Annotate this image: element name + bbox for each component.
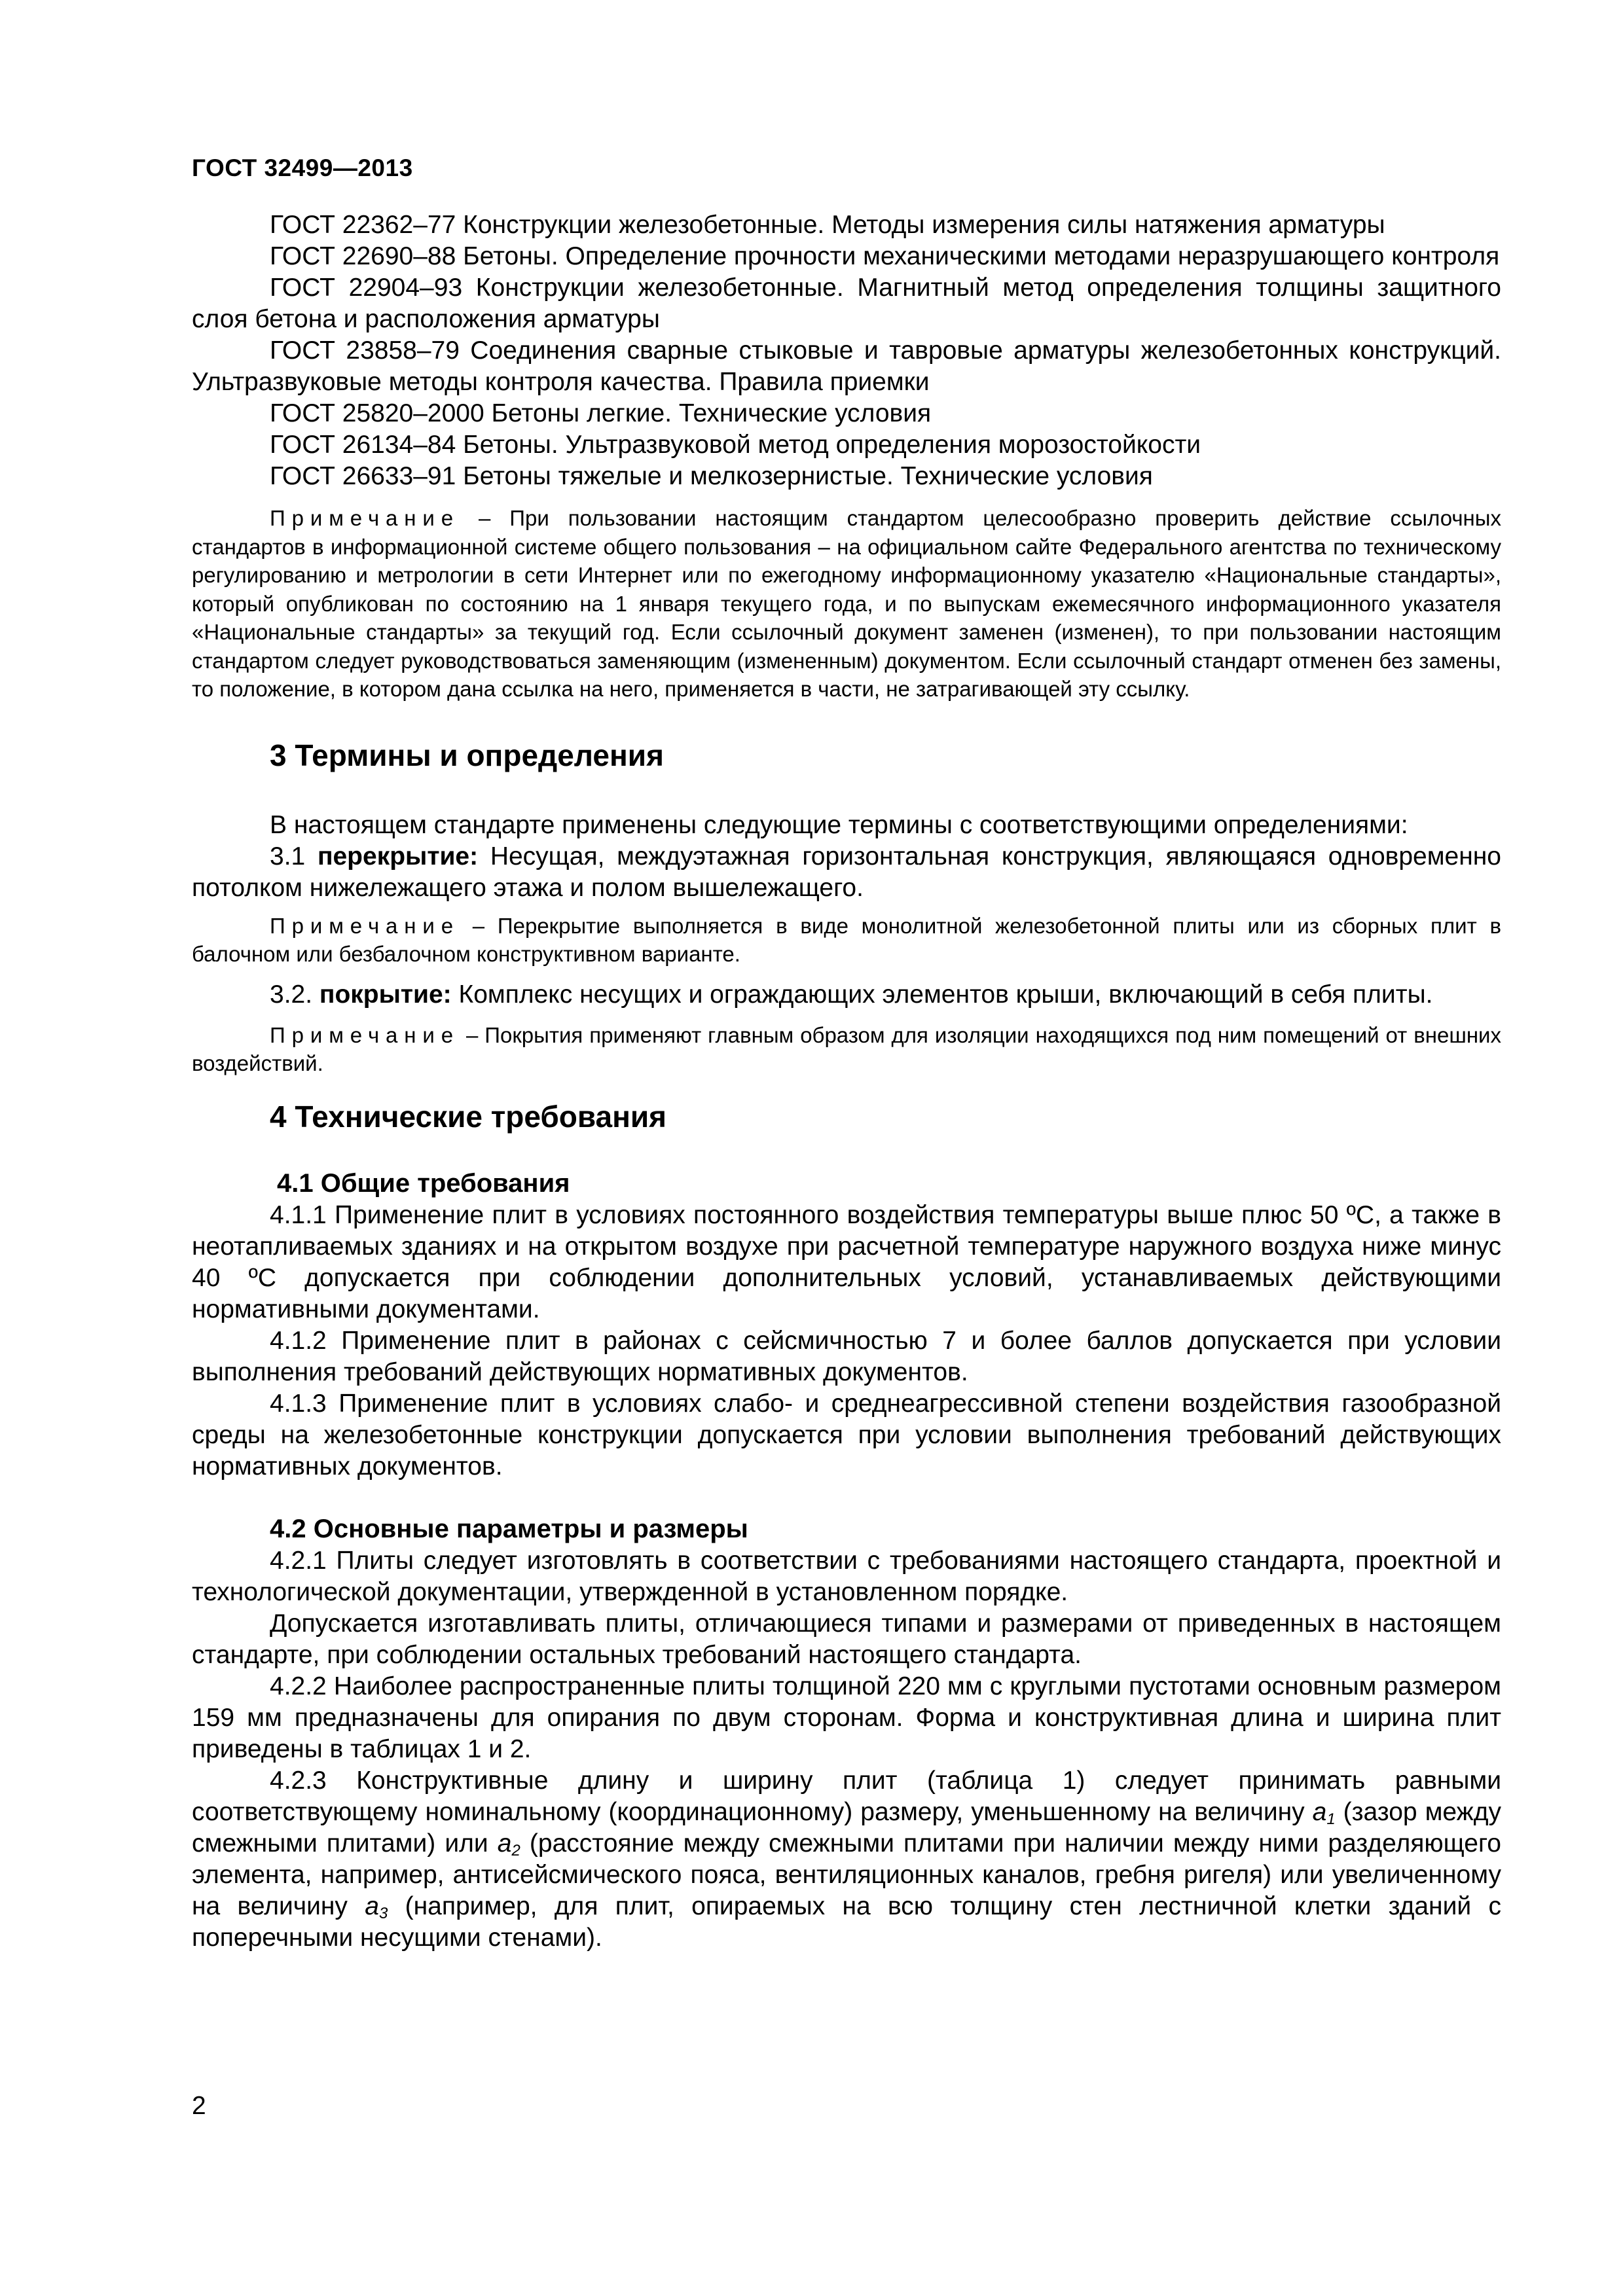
subsection-4-1-title: 4.1 Общие требования — [277, 1168, 570, 1198]
var-a1 — [1313, 1798, 1336, 1826]
reference-23858: ГОСТ 23858–79 Соединения сварные стыковые и тавровые арматуры железобетонных конструкций. Ультразвуковые методы контроля качества. Правила приемки — [192, 336, 1501, 396]
note-term-3-1 — [192, 912, 1501, 969]
reference-22690: ГОСТ 22690–88 Бетоны. Определение прочности механическими методами неразрушающего контроля — [270, 242, 1500, 270]
term-definition: Комплекс несущих и ограждающих элементов крыши, включающий в себя плиты. — [451, 980, 1433, 1009]
var-subscript: 2 — [511, 1841, 520, 1859]
text-part: (например, для плит, опираемых на всю толщину стен лестничной клетки зданий с поперечными несущими стенами). — [192, 1892, 1501, 1952]
term-name: перекрытие: — [317, 842, 479, 870]
var-subscript: 3 — [378, 1904, 388, 1922]
term-number: 3.2. — [270, 980, 319, 1009]
paragraph-4-1-1: 4.1.1 Применение плит в условиях постоянного воздействия температуры выше плюс 50 ºС, а также в неотапливаемых зданиях и на открытом воздухе при расчетной температуре наружного воздуха ниже минус 40 ºС допускается при соблюдении дополнительных условий, устанавливаемых действующими нормативными документами. — [192, 1200, 1501, 1323]
note-text: – Перекрытие выполняется в виде монолитной железобетонной плиты или из сборных плит в балочном или безбалочном конструктивном варианте. — [192, 913, 1501, 966]
paragraph-4-1-3: 4.1.3 Применение плит в условиях слабо- и среднеагрессивной степени воздействия газообразной среды на железобетонные конструкции допускается при условии выполнения требований действующих нормативных документов. — [192, 1389, 1501, 1480]
note-references — [192, 504, 1501, 704]
text-part: (зазор между смежными плитами) или — [192, 1797, 1501, 1857]
paragraph-4-2-3 — [192, 1765, 1501, 1954]
paragraph-4-2-1-cont: Допускается изготавливать плиты, отличающиеся типами и размерами от приведенных в настоящем стандарте, при соблюдении остальных требований настоящего стандарта. — [192, 1609, 1501, 1669]
var-symbol: a — [365, 1892, 379, 1920]
var-symbol: a — [1312, 1797, 1327, 1826]
section-3-intro: В настоящем стандарте применены следующие термины с соответствующими определениями: — [270, 810, 1408, 839]
text-part: (расстояние между смежными плитами при наличии между ними разделяющего элемента, например, антисейсмического пояса, вентиляционных каналов, гребня ригеля) или увеличенному на величину — [192, 1829, 1501, 1920]
reference-22362: ГОСТ 22362–77 Конструкции железобетонные. Методы измерения силы натяжения арматуры — [270, 211, 1385, 239]
reference-26633: ГОСТ 26633–91 Бетоны тяжелые и мелкозернистые. Технические условия — [270, 462, 1153, 490]
paragraph-4-1-2: 4.1.2 Применение плит в районах с сейсмичностью 7 и более баллов допускается при условии выполнения требований действующих нормативных документов. — [192, 1326, 1501, 1386]
var-symbol: a — [497, 1829, 512, 1857]
note-label: Примечание — [270, 913, 460, 938]
reference-25820: ГОСТ 25820–2000 Бетоны легкие. Технические условия — [270, 399, 932, 427]
document-header: ГОСТ 32499—2013 — [192, 154, 413, 181]
reference-22904: ГОСТ 22904–93 Конструкции железобетонные. Магнитный метод определения толщины защитного слоя бетона и расположения арматуры — [192, 274, 1501, 333]
section-3-title: 3 Термины и определения — [270, 738, 664, 772]
term-3-2 — [192, 979, 1501, 1011]
paragraph-4-2-2: 4.2.2 Наиболее распространенные плиты толщиной 220 мм с круглыми пустотами основным размером 159 мм предназначены для опирания по двум сторонам. Форма и конструктивная длина и ширина плит приведены в таблицах 1 и 2. — [192, 1672, 1501, 1763]
var-a2 — [498, 1829, 520, 1857]
term-number: 3.1 — [270, 842, 318, 870]
note-text: – Покрытия применяют главным образом для изоляции находящихся под ним помещений от внешних воздействий. — [192, 1022, 1501, 1075]
page-number: 2 — [192, 2092, 206, 2120]
term-definition: Несущая, междуэтажная горизонтальная конструкция, являющаяся одновременно потолком нижележащего этажа и полом вышележащего. — [192, 842, 1501, 902]
note-label: Примечание — [270, 506, 460, 530]
note-label: Примечание — [270, 1022, 460, 1047]
term-name: покрытие: — [319, 980, 452, 1009]
reference-26134: ГОСТ 26134–84 Бетоны. Ультразвуковой метод определения морозостойкости — [270, 431, 1201, 459]
document-body — [192, 209, 1501, 1954]
term-3-1 — [192, 841, 1501, 904]
note-text: – При пользовании настоящим стандартом целесообразно проверить действие ссылочных стандартов в информационной системе общего пользования – на официальном сайте Федерального агентства по техническому регулированию и метрологии в сети Интернет или по ежегодному информационному указателю «Национальные стандарты», который опубликован по состоянию на 1 января текущего года, и по выпускам ежемесячного информационного указателя «Национальные стандарты» за текущий год. Если ссылочный документ заменен (изменен), то при пользовании настоящим стандартом следует руководствоваться заменяющим (измененным) документом. Если ссылочный стандарт отменен без замены, то положение, в котором дана ссылка на него, применяется в части, не затрагивающей эту ссылку. — [192, 506, 1501, 701]
paragraph-4-2-1: 4.2.1 Плиты следует изготовлять в соответствии с требованиями настоящего стандарта, проектной и технологической документации, утвержденной в установленном порядке. — [192, 1546, 1501, 1606]
text-part: 4.2.3 Конструктивные длину и ширину плит (таблица 1) следует принимать равными соответствующему номинальному (координационному) размеру, уменьшенному на величину — [192, 1766, 1501, 1826]
section-4-title: 4 Технические требования — [270, 1099, 666, 1134]
subsection-4-2-title: 4.2 Основные параметры и размеры — [270, 1514, 748, 1543]
var-a3 — [365, 1892, 388, 1920]
note-term-3-2 — [192, 1021, 1501, 1078]
var-subscript: 1 — [1326, 1810, 1336, 1828]
